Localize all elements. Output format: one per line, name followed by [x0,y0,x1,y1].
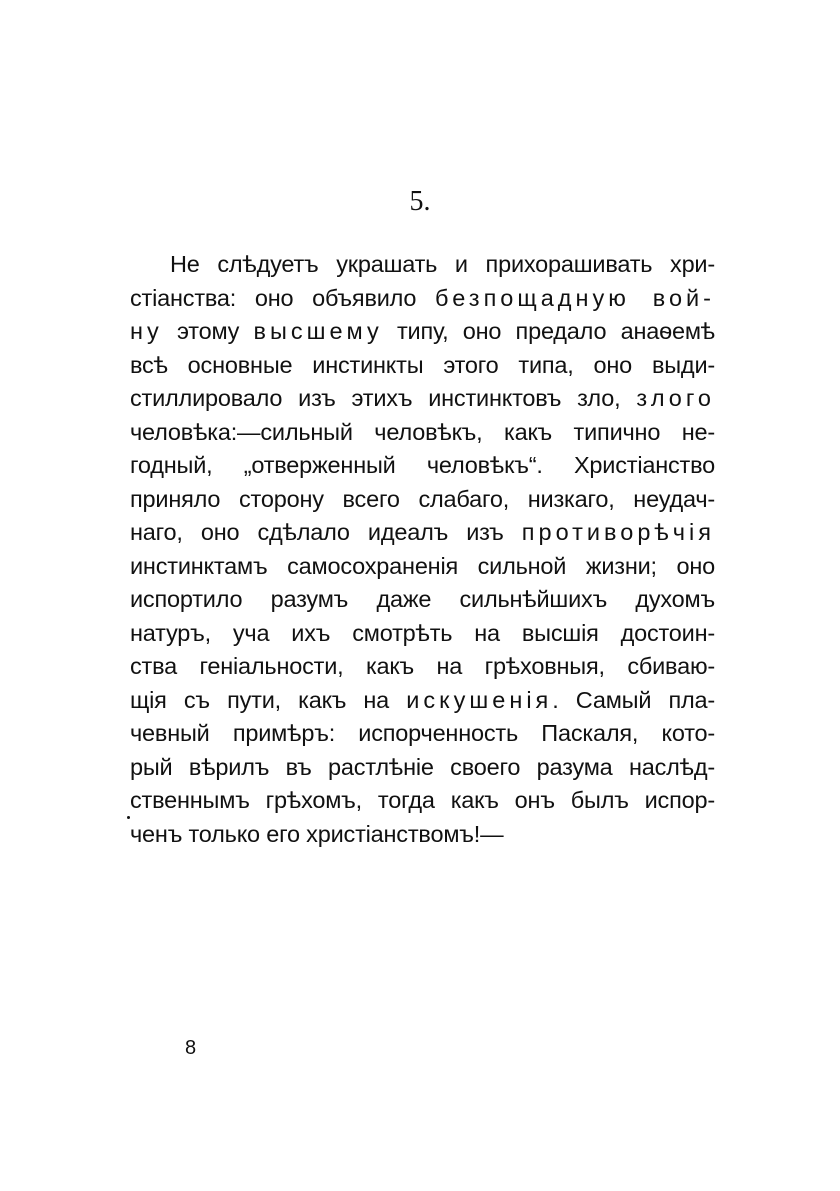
emphasized-text: злого [636,385,715,411]
text-span: ства геніальности, какъ на грѣховныя, сбиваю- [130,653,715,679]
text-span: типу, оно предало анаѳемѣ [382,318,715,344]
text-span: щія съ пути, какъ на [130,686,407,713]
text-span: стиллировало изъ этихъ инстинктовъ зло, [130,385,637,411]
text-span: . Самый пла- [552,686,715,713]
text-span: приняло сторону всего слабаго, низкаго, неудач- [130,485,715,512]
text-line [130,282,715,316]
text-span: стіанства: оно объявило [130,284,436,311]
text-line [130,516,715,550]
text-span: ченъ только его христіанствомъ!— [130,820,504,847]
emphasized-text: безпощадную вой- [435,284,716,311]
text-span: Не слѣдуетъ украшать и прихорашивать хри- [170,251,715,277]
body-paragraph [130,248,715,851]
emphasized-text: высшему [253,318,383,344]
text-line [130,483,715,517]
text-line [130,583,715,617]
text-span: всѣ основные инстинкты этого типа, оно выди- [130,351,715,378]
text-line [130,550,715,584]
text-line [130,349,715,383]
text-span: испортило разумъ даже сильнѣйшихъ духомъ [130,586,715,612]
text-line [130,449,715,483]
emphasized-text: ну [130,318,163,344]
page-number: 8 [185,1037,197,1059]
text-line [130,650,715,684]
emphasized-text: противорѣчія [521,519,715,545]
text-line [130,751,715,785]
text-line [130,416,715,450]
text-span: рый вѣрилъ въ растлѣніе своего разума наслѣд- [130,753,715,780]
text-span: человѣка:—сильный человѣкъ, какъ типично не- [130,418,715,445]
text-line [130,684,715,718]
text-line [130,382,715,416]
text-line [130,617,715,651]
section-number: 5. [409,186,431,217]
text-span: ственнымъ грѣхомъ, тогда какъ онъ былъ испор- [130,787,715,813]
text-span: этому [162,318,254,344]
text-span: инстинктамъ самосохраненія сильной жизни; оно [130,552,715,579]
text-line [130,784,715,818]
text-span: чевный примѣръ: испорченность Паскаля, кото- [130,720,715,746]
text-span: наго, оно сдѣлало идеалъ изъ [130,519,522,545]
text-line [130,248,715,282]
print-speck [127,816,130,819]
emphasized-text: искушенія [406,686,553,713]
text-line [130,315,715,349]
text-line [130,717,715,751]
text-span: годный, „отверженный человѣкъ“. Христіанство [130,452,715,478]
text-span: натуръ, уча ихъ смотрѣть на высшія достоин- [130,619,715,646]
text-line [130,818,715,852]
